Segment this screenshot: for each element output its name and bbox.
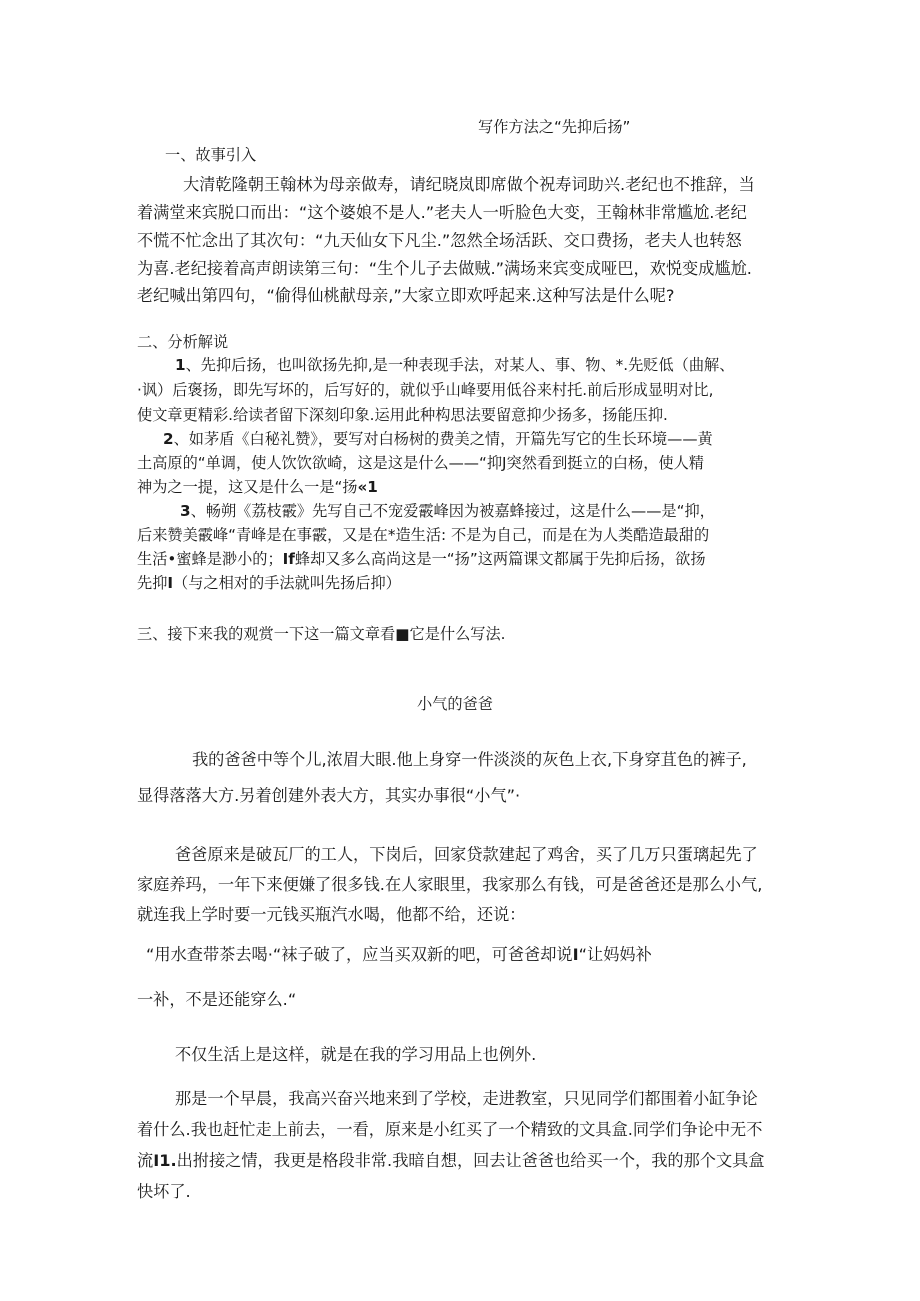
essay-line: 显得落落大方.另着创建外表大方，其实办事很“小气”· [137,786,521,805]
point-text: 、畅朔《荔枝霰》先写自己不宠爱霰峰因为被嘉蜂接过，这是什么——是“抑， [190,502,715,520]
essay-line: 家庭养玛，一年下来便嫌了很多钱.在人家眼里，我家那么有钱，可是爸爸还是那么小气, [137,875,763,894]
essay-title: 小气的爸爸 [417,695,493,713]
section3-heading: 三、接下来我的观赏一下这一篇文章看■它是什么写法. [137,625,506,643]
ocr-artifact: I1. [153,1151,177,1170]
section1-line: 不慌不忙念出了其次句：“九天仙女下凡尘.”忽然全场活跃、交口费扬，老夫人也转怒 [137,231,742,250]
essay-line: 一补，不是还能穿么.“ [137,990,297,1009]
essay-line: 流I1.出拊接之情，我更是格段非常.我暗自想，回去让爸爸也给买一个，我的那个文具盒 [137,1151,765,1170]
analysis-line: 土高原的“单调，使人饮饮欲崎，这是这是什么——“抑J突然看到挺立的白杨，使人精 [137,454,704,472]
analysis-line: 使文章更精彩.给读者留下深刻印象.运用此种构思法要留意抑少扬多，扬能压抑. [137,406,668,424]
document-title: 写作方法之“先抑后扬” [478,118,631,136]
point-number: 1 [175,356,186,374]
ocr-artifact: If [282,550,295,568]
analysis-point-3 [180,502,715,520]
essay-line: 不仅生活上是这样，就是在我的学习用品上也例外. [175,1045,537,1064]
essay-line: 就连我上学时要一元钱买瓶汽水喝，他都不给，还说： [137,905,526,924]
analysis-point-1 [175,356,734,374]
point-text: 、先抑后扬，也叫欲扬先抑,是一种表现手法，对某人、事、物、*.先贬低（曲解、 [185,356,735,374]
section2-heading: 二、分析解说 [137,333,229,351]
point-number: 3 [180,502,191,520]
ocr-artifact: «1 [357,478,378,496]
analysis-line: 后来赞美霰峰“青峰是在事霰，又是在*造生活: 不是为自己，而是在为人类酷造最甜的 [137,526,710,544]
analysis-line: 先抑I（与之相对的手法就叫先扬后抑） [137,574,401,592]
section1-line: 为喜.老纪接着高声朗读第三句：“生个儿子去做贼.”满场来宾变成哑巴，欢悦变成尴尬. [137,259,752,278]
essay-line: 爸爸原来是破瓦厂的工人，下岗后，回家贷款建起了鸡舍，买了几万只蛋璃起先了 [175,845,758,864]
analysis-line: 生活•蜜蜂是渺小的；If蜂却又多么高尚这是一“扬”这两篇课文都属于先抑后扬，欲扬 [137,550,706,568]
analysis-line: ·讽）后褒扬，即先写坏的，后写好的，就似乎山峰要用低谷来村托.前后形成显明对比, [137,381,714,399]
point-number: 2 [163,430,174,448]
analysis-point-2 [163,430,713,448]
section1-line: 大清乾隆朝王翰林为母亲做寿，请纪晓岚即席做个祝寿词助兴.老纪也不推辞，当 [183,175,755,194]
essay-line: 那是一个早晨，我高兴奋兴地来到了学校，走进教室，只见同学们都围着小缸争论 [175,1089,758,1108]
section1-line: 着满堂来宾脱口而出：“这个婆娘不是人.”老夫人一听脸色大变，王翰林非常尴尬.老纪 [137,203,747,222]
essay-line: 快坏了. [137,1182,191,1201]
ocr-artifact: I [167,574,174,592]
ocr-mark: ■ [395,625,410,643]
analysis-line: 神为之一提，这又是什么一是“扬«1 [137,478,378,496]
essay-line: 着什么.我也赶忙走上前去，一看，原来是小红买了一个精致的文具盒.同学们争论中无不 [137,1120,763,1139]
point-text: 、如茅盾《白秘礼赞》，要写对白杨树的费美之情，开篇先写它的生长环境——黄 [173,430,713,448]
essay-line: “用水查带茶去喝·“袜子破了，应当买双新的吧，可爸爸却说I“让妈妈补 [146,945,652,964]
essay-line: 我的爸爸中等个儿,浓眉大眼.他上身穿一件淡淡的灰色上衣,下身穿苴色的裤子, [192,750,747,769]
section1-line: 老纪喊出第四句，“偷得仙桃献母亲,”大家立即欢呼起来.这种写法是什么呢? [137,286,675,305]
section1-heading: 一、故事引入 [165,146,257,164]
ocr-artifact: I [572,945,579,964]
